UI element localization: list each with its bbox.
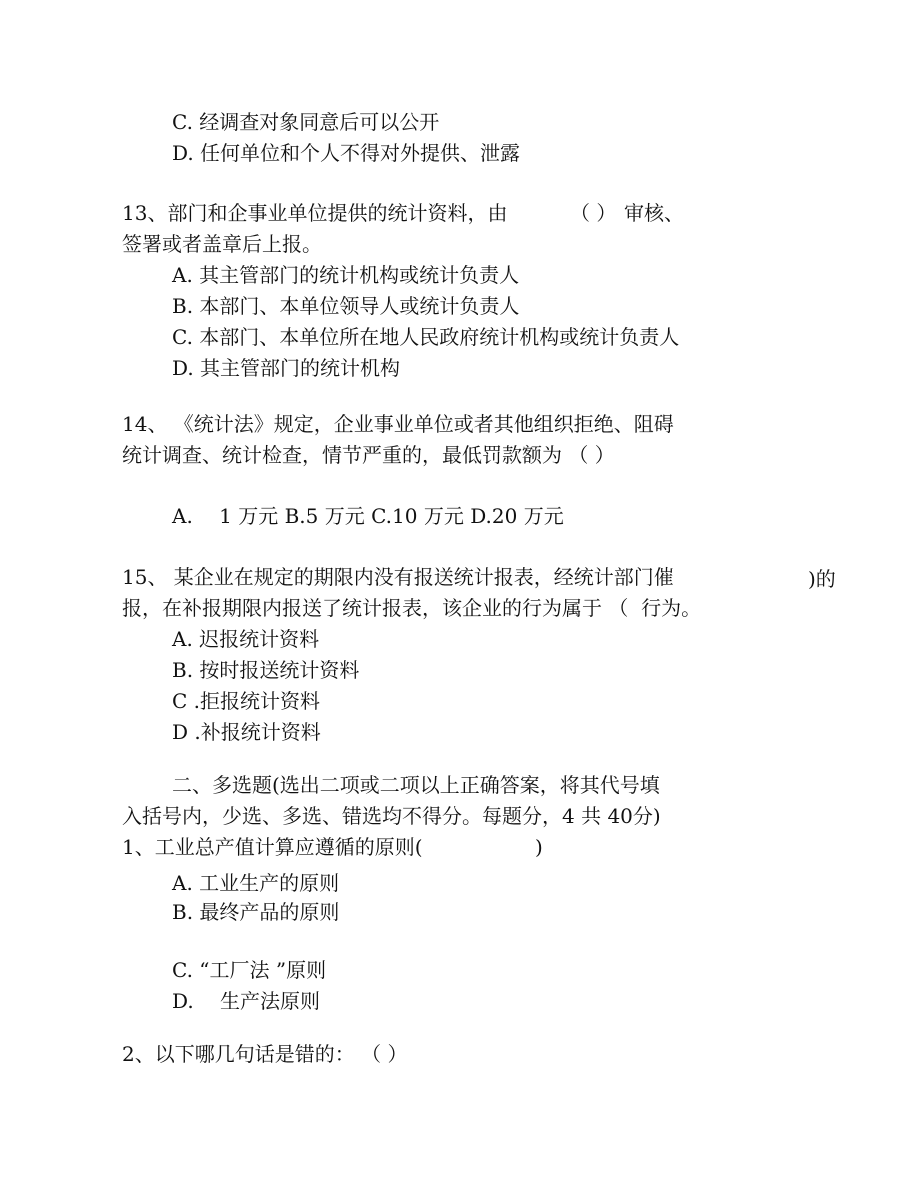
q15-option-a: A. 迟报统计资料: [172, 627, 320, 651]
q13-option-c: C. 本部门、本单位所在地人民政府统计机构或统计负责人: [172, 325, 680, 349]
q15-option-c: C .拒报统计资料: [172, 689, 321, 713]
q15-option-d: D .补报统计资料: [172, 720, 321, 744]
q15-stem-line-1-tail: )的: [808, 567, 836, 591]
q14-stem-line-1: 14、 《统计法》规定，企业事业单位或者其他组织拒绝、阻碍: [122, 412, 674, 436]
q12-option-c: C. 经调查对象同意后可以公开: [172, 110, 440, 134]
mq1-option-d: D. 生产法原则: [172, 989, 321, 1013]
q15-option-b: B. 按时报送统计资料: [172, 658, 360, 682]
q12-option-d: D. 任何单位和个人不得对外提供、泄露: [172, 141, 521, 165]
q13-option-a: A. 其主管部门的统计机构或统计负责人: [172, 263, 520, 287]
mq1-option-b: B. 最终产品的原则: [172, 900, 340, 924]
q15-stem-line-2: 报，在补报期限内报送了统计报表，该企业的行为属于 （ 行为。: [122, 596, 702, 620]
q14-options: A. 1 万元 B.5 万元 C.10 万元 D.20 万元: [172, 504, 564, 528]
mq1-stem-close: ): [535, 835, 543, 859]
q15-stem-line-1: 15、 某企业在规定的期限内没有报送统计报表，经统计部门催: [122, 565, 674, 589]
q13-stem-line-2: 签署或者盖章后上报。: [122, 232, 322, 256]
q13-stem-line-1-tail: 审核、: [624, 201, 684, 225]
mq2-stem: 2、以下哪几句话是错的： （ ）: [122, 1042, 408, 1066]
q14-stem-line-2: 统计调查、统计检查，情节严重的，最低罚款额为 （ ）: [122, 443, 615, 467]
mq1-option-a: A. 工业生产的原则: [172, 871, 340, 895]
q13-stem-line-1: 13、部门和企事业单位提供的统计资料，由: [122, 201, 508, 225]
q13-option-b: B. 本部门、本单位领导人或统计负责人: [172, 294, 520, 318]
q13-option-d: D. 其主管部门的统计机构: [172, 356, 401, 380]
q13-answer-blank: （ ）: [570, 201, 617, 225]
section-2-heading-line-1: 二、多选题(选出二项或二项以上正确答案，将其代号填: [172, 773, 660, 797]
mq1-stem: 1、工业总产值计算应遵循的原则(: [122, 835, 423, 859]
section-2-heading-line-2: 入括号内，少选、多选、错选均不得分。每题分，4 共 40分): [122, 804, 661, 828]
mq1-option-c: C. “工厂法 ”原则: [172, 958, 327, 982]
